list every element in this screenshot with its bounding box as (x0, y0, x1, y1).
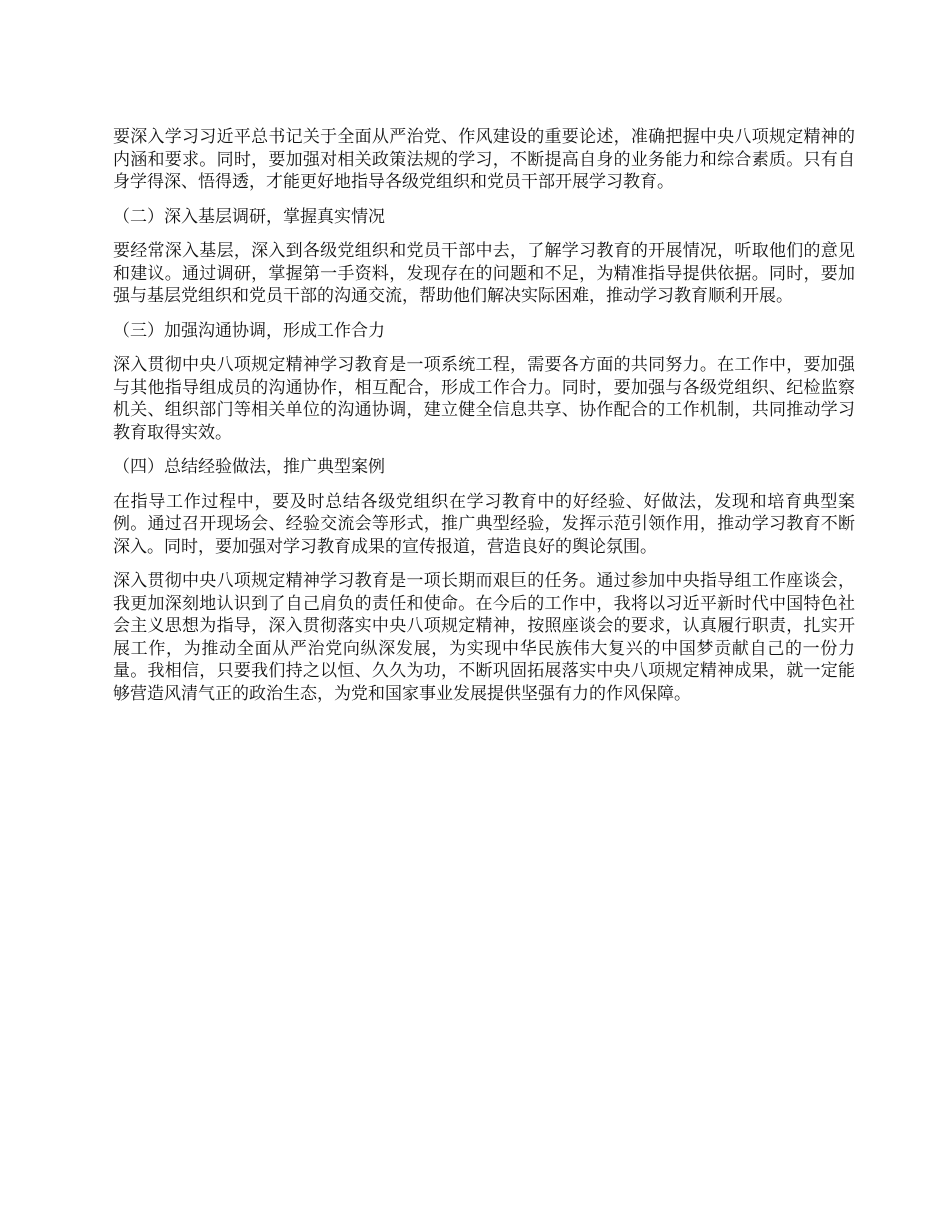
section-heading-4: （四）总结经验做法，推广典型案例 (113, 457, 385, 477)
paragraph-conclusion: 深入贯彻中央八项规定精神学习教育是一项长期而艰巨的任务。通过参加中央指导组工作座谈会，我更加深刻地认识到了自己肩负的责任和使命。在今后的工作中，我将以习近平新时代中国特色社会主义思想为指导，深入贯彻落实中央八项规定精神，按照座谈会的要求，认真履行职责，扎实开展工作，为推动全面从严治党向纵深发展，为实现中华民族伟大复兴的中国梦贡献自己的一份力量。我相信，只要我们持之以恒、久久为功，不断巩固拓展落实中央八项规定精神成果，就一定能够营造风清气正的政治生态，为党和国家事业发展提供坚强有力的作风保障。 (113, 571, 855, 704)
paragraph-grassroots-research: 要经常深入基层，深入到各级党组织和党员干部中去，了解学习教育的开展情况，听取他们的意见和建议。通过调研，掌握第一手资料，发现存在的问题和不足，为精准指导提供依据。同时，要加强与基层党组织和党员干部的沟通交流，帮助他们解决实际困难，推动学习教育顺利开展。 (113, 241, 855, 306)
paragraph-coordination: 深入贯彻中央八项规定精神学习教育是一项系统工程，需要各方面的共同努力。在工作中，要加强与其他指导组成员的沟通协作，相互配合，形成工作合力。同时，要加强与各级党组织、纪检监察机关、组织部门等相关单位的沟通协调，建立健全信息共享、协作配合的工作机制，共同推动学习教育取得实效。 (113, 355, 855, 443)
paragraph-study: 要深入学习习近平总书记关于全面从严治党、作风建设的重要论述，准确把握中央八项规定精神的内涵和要求。同时，要加强对相关政策法规的学习，不断提高自身的业务能力和综合素质。只有自身学得深、悟得透，才能更好地指导各级党组织和党员干部开展学习教育。 (113, 127, 855, 192)
paragraph-experience: 在指导工作过程中，要及时总结各级党组织在学习教育中的好经验、好做法，发现和培育典型案例。通过召开现场会、经验交流会等形式，推广典型经验，发挥示范引领作用，推动学习教育不断深入。同时，要加强对学习教育成果的宣传报道，营造良好的舆论氛围。 (113, 491, 855, 557)
document-body (113, 126, 855, 705)
section-heading-2: （二）深入基层调研，掌握真实情况 (113, 206, 385, 227)
section-heading-3: （三）加强沟通协调，形成工作合力 (113, 320, 385, 341)
